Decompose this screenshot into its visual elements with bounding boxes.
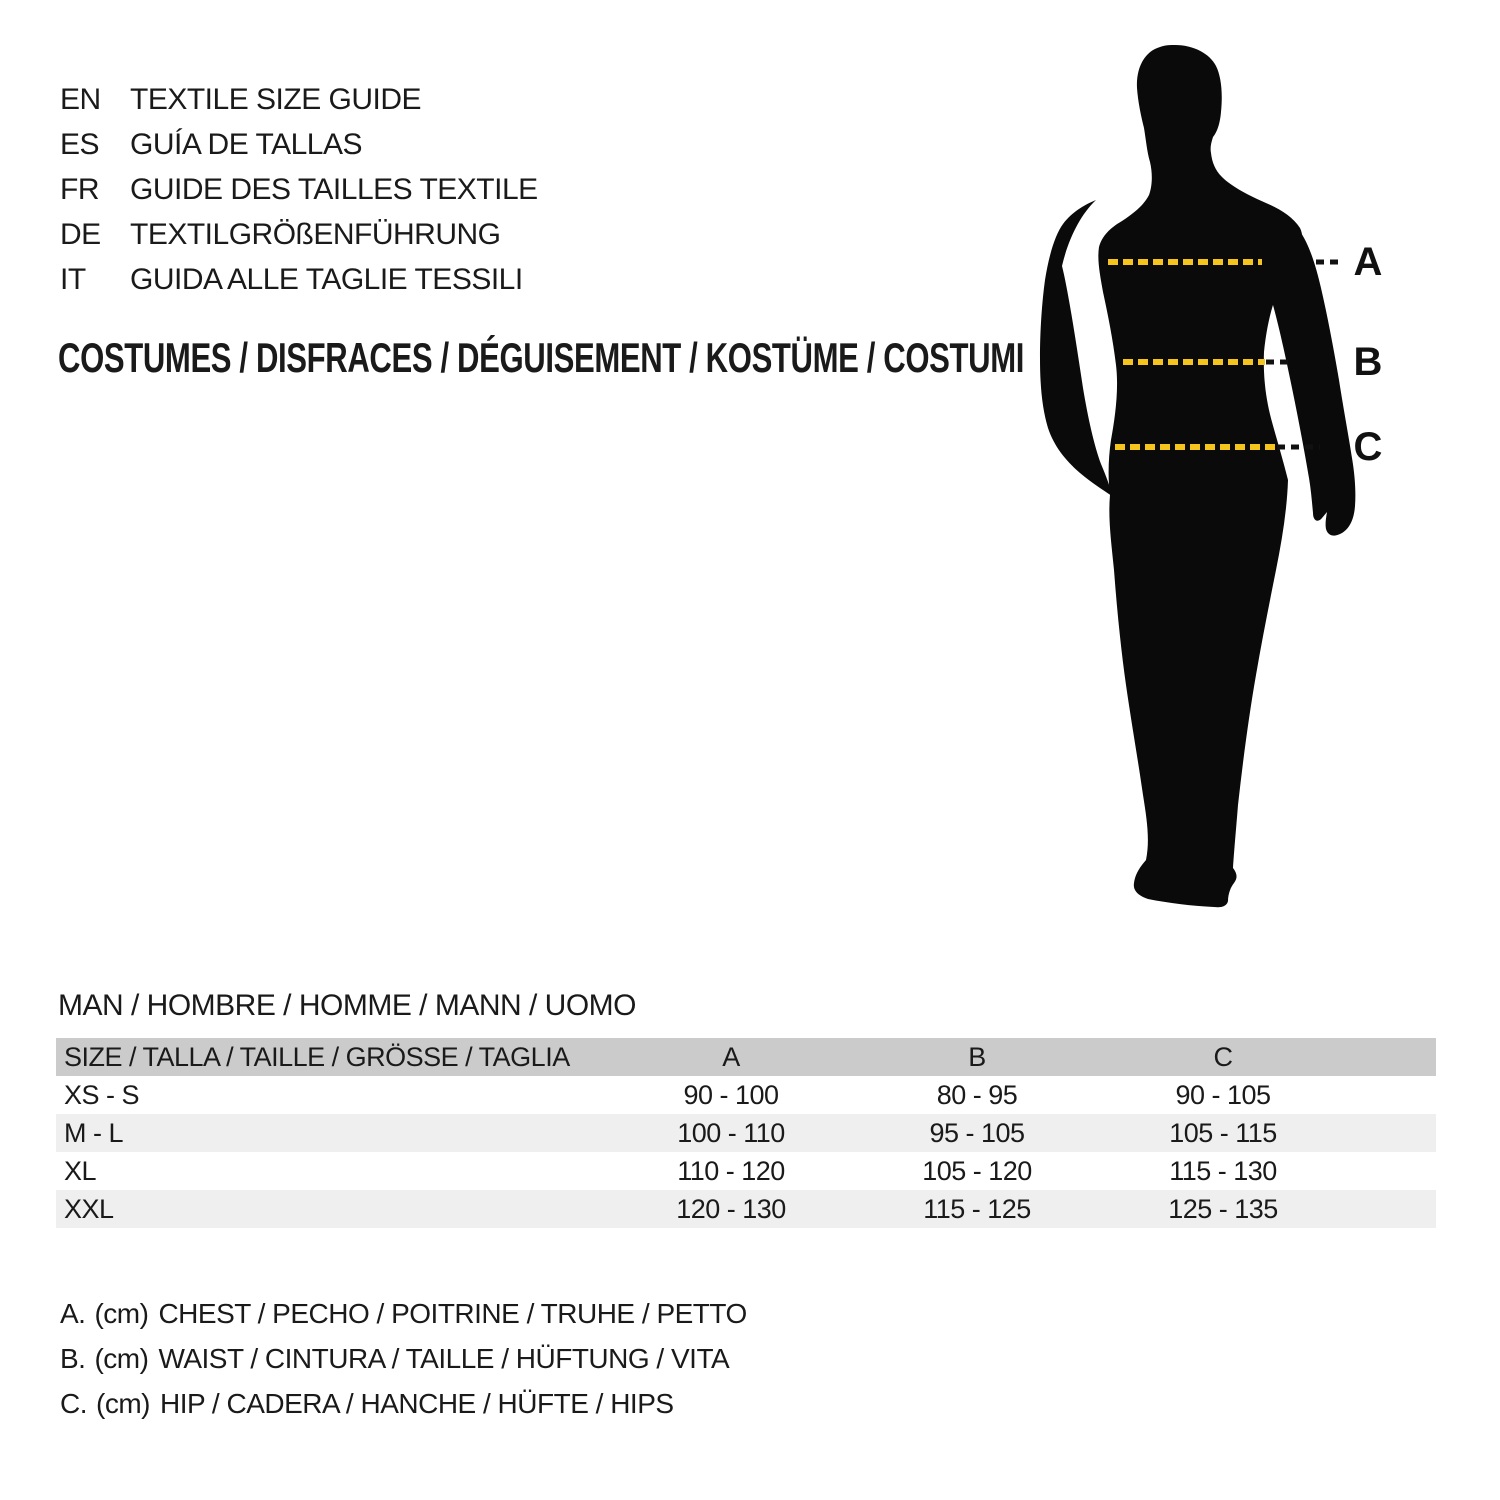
list-item	[60, 1336, 747, 1381]
value-cell-b: 95 - 105	[929, 1117, 1025, 1148]
legend-unit: (cm)	[94, 1298, 149, 1329]
value-cell-c: 115 - 130	[1169, 1155, 1277, 1186]
value-cell-a: 120 - 130	[676, 1193, 786, 1224]
table-row	[56, 1190, 1436, 1228]
value-cell-a: 100 - 110	[677, 1117, 785, 1148]
language-title: TEXTILGRÖßENFÜHRUNG	[130, 218, 501, 251]
table-row	[56, 1114, 1436, 1152]
measure-label-a: A	[1353, 240, 1383, 284]
size-table	[56, 1038, 1436, 1228]
list-item	[60, 257, 538, 302]
value-cell-a: 110 - 120	[677, 1155, 785, 1186]
value-cell-b: 80 - 95	[936, 1079, 1018, 1110]
language-title: TEXTILE SIZE GUIDE	[130, 83, 422, 116]
list-item	[60, 212, 538, 257]
language-code: EN	[60, 83, 101, 116]
value-cell-a: 90 - 100	[683, 1079, 779, 1110]
language-title: GUIDE DES TAILLES TEXTILE	[130, 173, 538, 206]
table-row	[56, 1152, 1436, 1190]
size-cell: M - L	[64, 1117, 124, 1148]
list-item	[60, 167, 538, 212]
language-title: GUÍA DE TALLAS	[130, 128, 362, 161]
list-item	[60, 1291, 747, 1336]
language-code: FR	[60, 173, 99, 206]
man-silhouette-body	[1098, 45, 1302, 907]
value-cell-b: 105 - 120	[922, 1155, 1032, 1186]
value-cell-c: 125 - 135	[1168, 1193, 1278, 1224]
legend-unit: (cm)	[96, 1388, 150, 1419]
table-header-spacer	[1346, 1038, 1436, 1076]
list-item	[60, 122, 538, 167]
measure-label-b: B	[1353, 340, 1383, 384]
spacer-cell	[1346, 1076, 1436, 1114]
size-cell: XXL	[64, 1193, 114, 1224]
table-row	[56, 1076, 1436, 1114]
spacer-cell	[1346, 1152, 1436, 1190]
size-cell: XL	[64, 1155, 97, 1186]
measure-label-c: C	[1353, 425, 1383, 469]
language-list	[60, 77, 538, 302]
language-code: DE	[60, 218, 101, 251]
table-header-col-a: A	[722, 1041, 740, 1072]
table-header-col-b: B	[968, 1041, 986, 1072]
list-item	[60, 1381, 747, 1426]
legend-key: B.	[60, 1343, 86, 1374]
measurement-legend	[60, 1291, 747, 1426]
value-cell-c: 90 - 105	[1175, 1079, 1271, 1110]
size-cell: XS - S	[64, 1079, 140, 1110]
spacer-cell	[1346, 1114, 1436, 1152]
legend-key: C.	[60, 1388, 87, 1419]
value-cell-b: 115 - 125	[923, 1193, 1031, 1224]
legend-label: CHEST / PECHO / POITRINE / TRUHE / PETTO	[158, 1298, 747, 1329]
section-heading-man: MAN / HOMBRE / HOMME / MANN / UOMO	[58, 989, 637, 1022]
man-silhouette-figure	[1000, 40, 1460, 960]
table-header-row	[56, 1038, 1436, 1076]
legend-key: A.	[60, 1298, 86, 1329]
list-item	[60, 77, 538, 122]
language-code: ES	[60, 128, 100, 161]
table-header-col-c: C	[1213, 1041, 1233, 1072]
spacer-cell	[1346, 1190, 1436, 1228]
table-header-size: SIZE / TALLA / TAILLE / GRÖSSE / TAGLIA	[64, 1041, 570, 1072]
category-heading: COSTUMES / DISFRACES / DÉGUISEMENT / KOSTÜME / COSTUMI	[58, 334, 1025, 381]
legend-unit: (cm)	[94, 1343, 149, 1374]
legend-label: WAIST / CINTURA / TAILLE / HÜFTUNG / VITA	[158, 1343, 730, 1374]
language-code: IT	[60, 263, 86, 296]
value-cell-c: 105 - 115	[1169, 1117, 1277, 1148]
language-title: GUIDA ALLE TAGLIE TESSILI	[130, 263, 523, 296]
legend-label: HIP / CADERA / HANCHE / HÜFTE / HIPS	[159, 1388, 674, 1419]
